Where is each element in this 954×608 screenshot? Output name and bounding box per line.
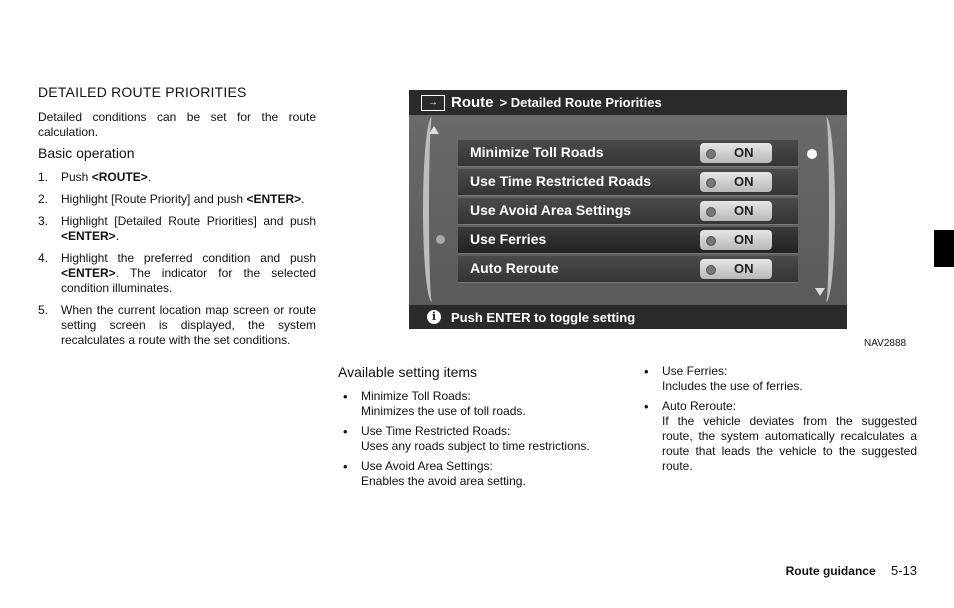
steps-list xyxy=(38,170,316,355)
chapter-tab-marker xyxy=(934,230,954,267)
indicator-led-icon xyxy=(706,265,716,275)
setting-row-use-avoid-area-settings[interactable] xyxy=(458,198,798,225)
figure-code: NAV2888 xyxy=(864,338,907,349)
page-number: 5-13 xyxy=(890,563,917,578)
route-icon: → xyxy=(421,95,445,111)
indicator-led-icon xyxy=(706,207,716,217)
indicator-led-icon xyxy=(706,149,716,159)
list-item: • Auto Reroute: If the vehicle deviates from the suggested route, the system automatically recalculates a route that leads the vehicle to the suggested route. xyxy=(639,399,917,474)
screen-title-bar xyxy=(409,90,847,115)
available-items-heading: Available setting items xyxy=(338,364,478,380)
right-scroll-arc xyxy=(817,117,835,302)
toggle-button[interactable]: ON xyxy=(700,259,772,279)
indicator-led-icon xyxy=(706,178,716,188)
setting-row-use-time-restricted-roads[interactable] xyxy=(458,169,798,196)
section-heading: DETAILED ROUTE PRIORITIES xyxy=(38,84,247,100)
step-item: 5. When the current location map screen or route setting screen is displayed, the system recalculates a route with the set conditions. xyxy=(38,303,316,347)
step-item: 4. Highlight the preferred condition and push <ENTER>. The indicator for the selected condition illuminates. xyxy=(38,251,316,295)
available-items-list-col1 xyxy=(338,389,628,494)
info-icon: i xyxy=(427,310,441,324)
toggle-button[interactable]: ON xyxy=(700,230,772,250)
screen-hint-bar xyxy=(409,305,847,329)
list-item: • Use Time Restricted Roads: Uses any roads subject to time restrictions. xyxy=(338,424,628,454)
setting-label: Use Avoid Area Settings xyxy=(470,202,632,218)
hint-text: Push ENTER to toggle setting xyxy=(451,309,636,325)
setting-row-minimize-toll-roads[interactable] xyxy=(458,140,798,167)
step-item: 1. Push <ROUTE>. xyxy=(38,170,152,184)
scroll-down-icon[interactable] xyxy=(815,288,825,296)
scroll-up-icon[interactable] xyxy=(429,126,439,134)
scroll-position-dot[interactable] xyxy=(807,149,817,159)
toggle-button[interactable]: ON xyxy=(700,201,772,221)
indicator-led-icon xyxy=(706,236,716,246)
toggle-button[interactable]: ON xyxy=(700,143,772,163)
setting-label: Auto Reroute xyxy=(470,260,559,276)
list-item: • Use Ferries: Includes the use of ferries. xyxy=(639,364,917,394)
step-item: 3. Highlight [Detailed Route Priorities] and push <ENTER>. xyxy=(38,214,316,243)
available-items-list-col2 xyxy=(639,364,917,479)
toggle-button[interactable]: ON xyxy=(700,172,772,192)
footer-section: Route guidance xyxy=(785,564,876,578)
setting-row-auto-reroute[interactable] xyxy=(458,256,798,283)
screen-breadcrumb: > Detailed Route Priorities xyxy=(499,95,662,110)
setting-label: Use Time Restricted Roads xyxy=(470,173,652,189)
nav-screen-capture xyxy=(409,90,847,329)
left-scroll-arc xyxy=(423,117,441,302)
list-item: • Use Avoid Area Settings: Enables the avoid area setting. xyxy=(338,459,628,489)
list-item: • Minimize Toll Roads: Minimizes the use of toll roads. xyxy=(338,389,628,419)
setting-row-use-ferries[interactable] xyxy=(458,227,798,254)
step-item: 2. Highlight [Route Priority] and push <ENTER>. xyxy=(38,192,305,206)
left-indicator-dot xyxy=(436,235,445,244)
setting-label: Use Ferries xyxy=(470,231,547,247)
basic-operation-heading: Basic operation xyxy=(38,145,135,161)
intro-paragraph: Detailed conditions can be set for the route calculation. xyxy=(38,110,316,139)
setting-label: Minimize Toll Roads xyxy=(470,144,604,160)
screen-title: Route xyxy=(451,94,494,111)
page-footer xyxy=(786,563,917,578)
